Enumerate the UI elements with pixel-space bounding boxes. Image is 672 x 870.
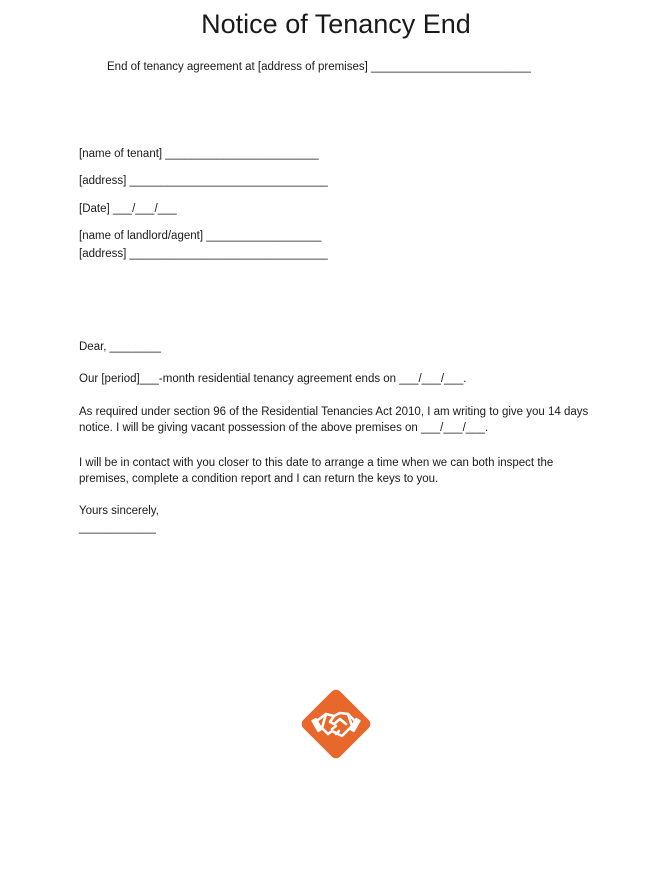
paragraph-period: Our [period]___-month residential tenancy agreement ends on ___/___/___. [79,373,467,385]
tenant-address-line: [address] _______________________________ [79,175,328,187]
landlord-address-line: [address] _______________________________ [79,248,328,260]
signature-line: ____________ [79,522,156,534]
handshake-icon [296,684,376,764]
subtitle-line: End of tenancy agreement at [address of premises] _________________________ [107,61,531,73]
salutation: Dear, ________ [79,341,161,353]
closing: Yours sincerely, [79,505,159,517]
page-title: Notice of Tenancy End [201,9,471,39]
paragraph-notice: As required under section 96 of the Residential Tenancies Act 2010, I am writing to give you 14 days notice. I will be giving vacant possession of the above premises on ___/___/___. [79,406,589,434]
tenant-name-line: [name of tenant] ________________________ [79,148,319,160]
date-line: [Date] ___/___/___ [79,203,177,215]
landlord-name-line: [name of landlord/agent] __________________ [79,230,322,242]
paragraph-inspection: I will be in contact with you closer to this date to arrange a time when we can both inspect the premises, complete a condition report and I can return the keys to you. [79,457,554,485]
